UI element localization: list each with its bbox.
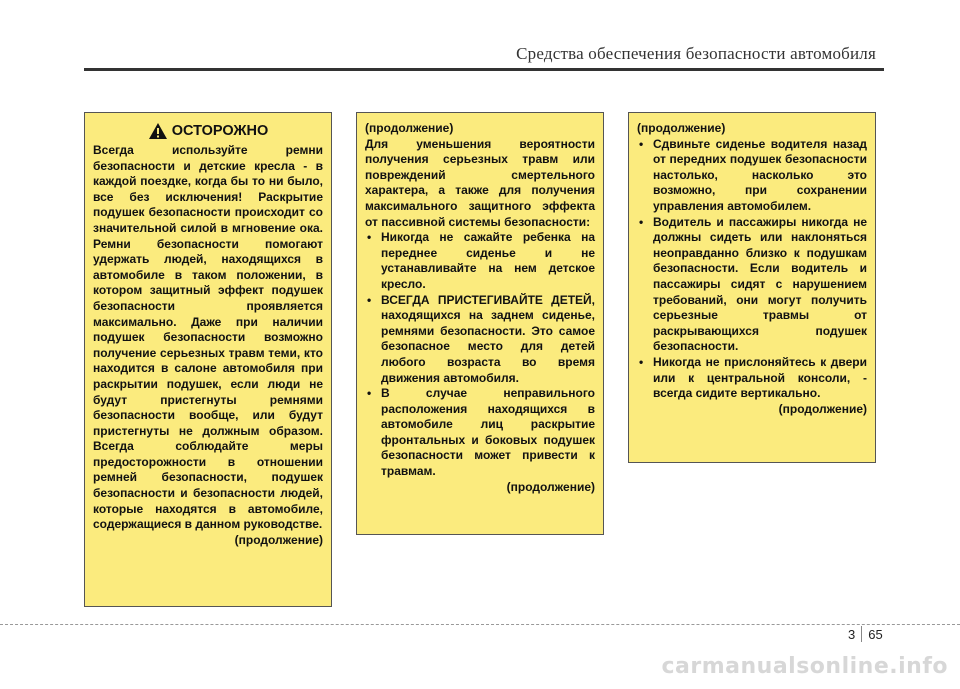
footer-divider (0, 624, 960, 625)
warning-heading (93, 122, 323, 140)
watermark: carmanualsonline.info (661, 654, 948, 679)
continued-box-3 (628, 112, 876, 463)
bullet-list (637, 137, 867, 402)
list-item: • Водитель и пассажиры никогда не должны сидеть или наклоняться неоправданно близко к подушкам безопасности. Если водитель и пассажиры сидят с нарушением требований, они могут получить серьезные травмы от раскрывающихся подушек безопасности. (637, 215, 867, 355)
continued-label: (продолжение) (778, 401, 867, 416)
continued-top-label: (продолжение) (637, 121, 726, 135)
page-number-value: 65 (868, 626, 883, 642)
continued-label: (продолжение) (506, 479, 595, 494)
continued-top-label: (продолжение) (365, 121, 454, 135)
list-item: • В случае неправильного расположения находящихся в автомобиле лиц раскрытие фронтальных и боковых подушек безопасности может привести к травмам. (365, 386, 595, 480)
warning-triangle-icon (148, 122, 168, 140)
intro-text: Для уменьшения вероятности получения серьезных травм или повреждений смертельного характера, а также для получения максимального защитного эффекта от пассивной системы безопасности: (365, 136, 595, 229)
header-divider (84, 68, 884, 71)
section-title: Средства обеспечения безопасности автомобиля (516, 44, 876, 63)
page-number (848, 626, 883, 642)
list-item: • ВСЕГДА ПРИСТЕГИВАЙТЕ ДЕТЕЙ, находящихся на заднем сиденье, ремнями безопасности. Это самое безопасное место для детей любого возраста во время движения автомобиля. (365, 293, 595, 387)
page-number-separator (861, 626, 862, 642)
list-item: • Никогда не сажайте ребенка на переднее сиденье и не устанавливайте на нем детское кресло. (365, 230, 595, 292)
warning-box (84, 112, 332, 607)
warning-text: Всегда используйте ремни безопасности и детские кресла - в каждой поездке, когда бы то ни было, все без исключения! Раскрытие подушек безопасности происходит со значительной силой в мгновение ока. Ремни безопасности помогают удержать людей, находящихся в автомобиле в таком положении, в котором защитный эффект подушек безопасности проявляется максимально. Даже при наличии подушек безопасности возможно получение серьезных травм теми, кто находится в салоне автомобиля при раскрытии подушек, если люди не будут пристегнуты ремнями безопасности вообще, или будут пристегнуты не должным образом. Всегда соблюдайте меры предосторожности в отношении ремней безопасности, подушек безопасности и безопасности людей, которые находятся в автомобиле, содержащиеся в данном руководстве. (93, 143, 323, 532)
chapter-number: 3 (848, 626, 856, 642)
list-item: • Никогда не прислоняйтесь к двери или к центральной консоли, - всегда сидите вертикально. (637, 355, 867, 402)
continued-label: (продолжение) (234, 532, 323, 547)
warning-title: ОСТОРОЖНО (171, 123, 269, 139)
list-item: • Сдвиньте сиденье водителя назад от передних подушек безопасности настолько, насколько это возможно, при сохранении управления автомобилем. (637, 137, 867, 215)
bullet-list (365, 230, 595, 480)
continued-box-2 (356, 112, 604, 535)
